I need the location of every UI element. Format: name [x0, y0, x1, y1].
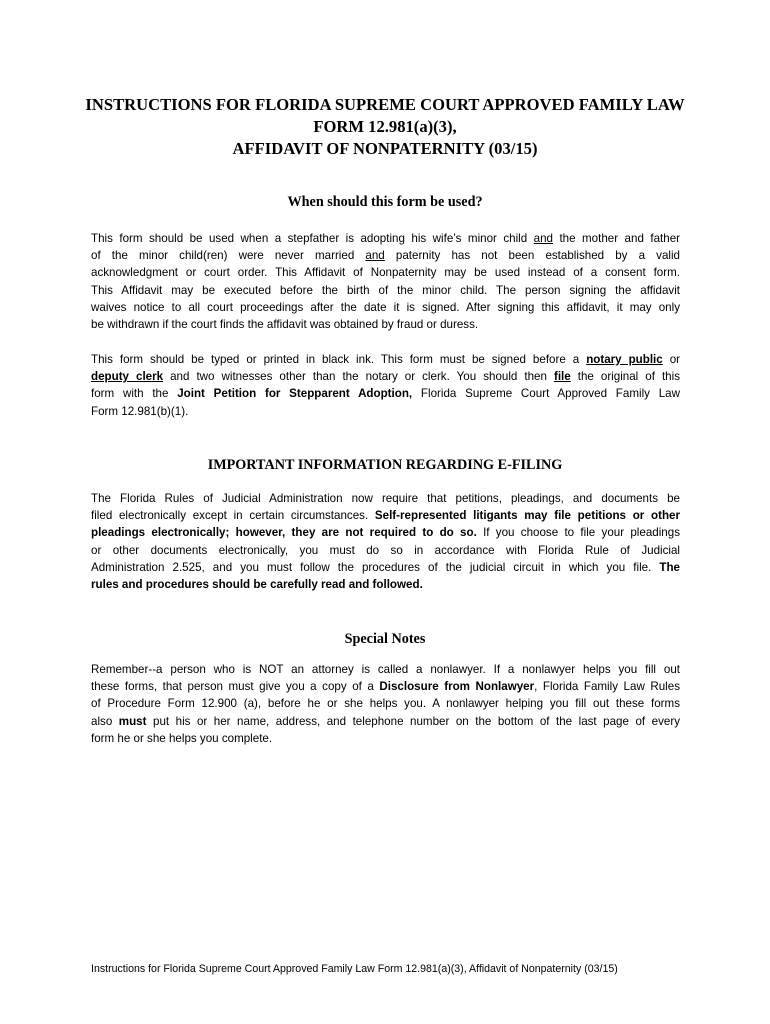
text-line: waives notice to all court proceedings after the date it is signed. After signing this affidavit, it may only — [91, 300, 680, 314]
text-line: Administration 2.525, and you must follow the procedures of the judicial circuit in which you file. The — [91, 560, 680, 574]
special-notes-heading: Special Notes — [344, 631, 426, 647]
text-line: these forms, that person must give you a copy of a Disclosure from Nonlawyer, Florida Family Law Rules — [91, 680, 680, 694]
text-line: form he or she helps you complete. — [91, 731, 273, 745]
notary-public-term: notary public — [586, 353, 663, 366]
disclosure-term: Disclosure from Nonlawyer — [379, 680, 535, 694]
title-line-1: INSTRUCTIONS FOR FLORIDA SUPREME COURT APPROVED FAMILY LAW — [85, 95, 685, 114]
text-line: filed electronically except in certain circumstances. Self-represented litigants may file petitions or other — [91, 509, 681, 523]
text-line: pleadings electronically; however, they are not required to do so. If you choose to file your pleadings — [91, 526, 680, 540]
text-line: of the minor child(ren) were never married and paternity has not been established by a valid — [91, 249, 681, 263]
when-heading: When should this form be used? — [287, 194, 483, 210]
special-notes-paragraph — [91, 661, 680, 747]
text-line: form with the Joint Petition for Stepparent Adoption, Florida Supreme Court Approved Family Law — [91, 387, 680, 401]
deputy-clerk-term: deputy clerk — [91, 370, 164, 384]
text-line: or other documents electronically, you must do so in accordance with Florida Rule of Judicial — [91, 543, 680, 557]
text-line: This Affidavit may be executed before the birth of the minor child. The person signing the affidavit — [91, 283, 680, 297]
text-line: Remember--a person who is NOT an attorney is called a nonlawyer. If a nonlawyer helps you fill out — [91, 663, 680, 676]
text-line: deputy clerk and two witnesses other than the notary or clerk. You should then file the original of this — [91, 370, 680, 384]
text-line: acknowledgment or court order. This Affidavit of Nonpaternity may be used instead of a consent form. — [91, 266, 680, 280]
file-term: file — [553, 370, 571, 384]
efiling-paragraph — [91, 490, 680, 593]
joint-petition-term: Joint Petition for Stepparent Adoption, — [177, 387, 413, 401]
text-line: This form should be typed or printed in black ink. This form must be signed before a notary public or — [91, 353, 681, 366]
text-line: Form 12.981(b)(1). — [91, 404, 189, 418]
text-line: rules and procedures should be carefully read and followed. — [91, 578, 423, 592]
text-line: of Procedure Form 12.900 (a), before he or she helps you. A nonlawyer helping you fill out these forms — [91, 697, 680, 711]
efiling-heading: IMPORTANT INFORMATION REGARDING E-FILING — [207, 457, 563, 473]
signing-paragraph — [91, 351, 680, 420]
usage-paragraph — [91, 230, 680, 333]
document-title — [40, 94, 730, 160]
text-line: The Florida Rules of Judicial Administration now require that petitions, pleadings, and documents be — [91, 492, 680, 505]
text-line: This form should be used when a stepfather is adopting his wife’s minor child and the mother and father — [91, 232, 681, 245]
page-footer: Instructions for Florida Supreme Court Approved Family Law Form 12.981(a)(3), Affidavit of Nonpaternity (03/15) — [91, 963, 618, 975]
title-line-2: FORM 12.981(a)(3), — [313, 117, 457, 136]
text-line: be withdrawn if the court finds the affidavit was obtained by fraud or duress. — [91, 318, 479, 332]
title-line-3: AFFIDAVIT OF NONPATERNITY (03/15) — [232, 139, 538, 158]
text-line: also must put his or her name, address, and telephone number on the bottom of the last page of every — [91, 714, 680, 728]
